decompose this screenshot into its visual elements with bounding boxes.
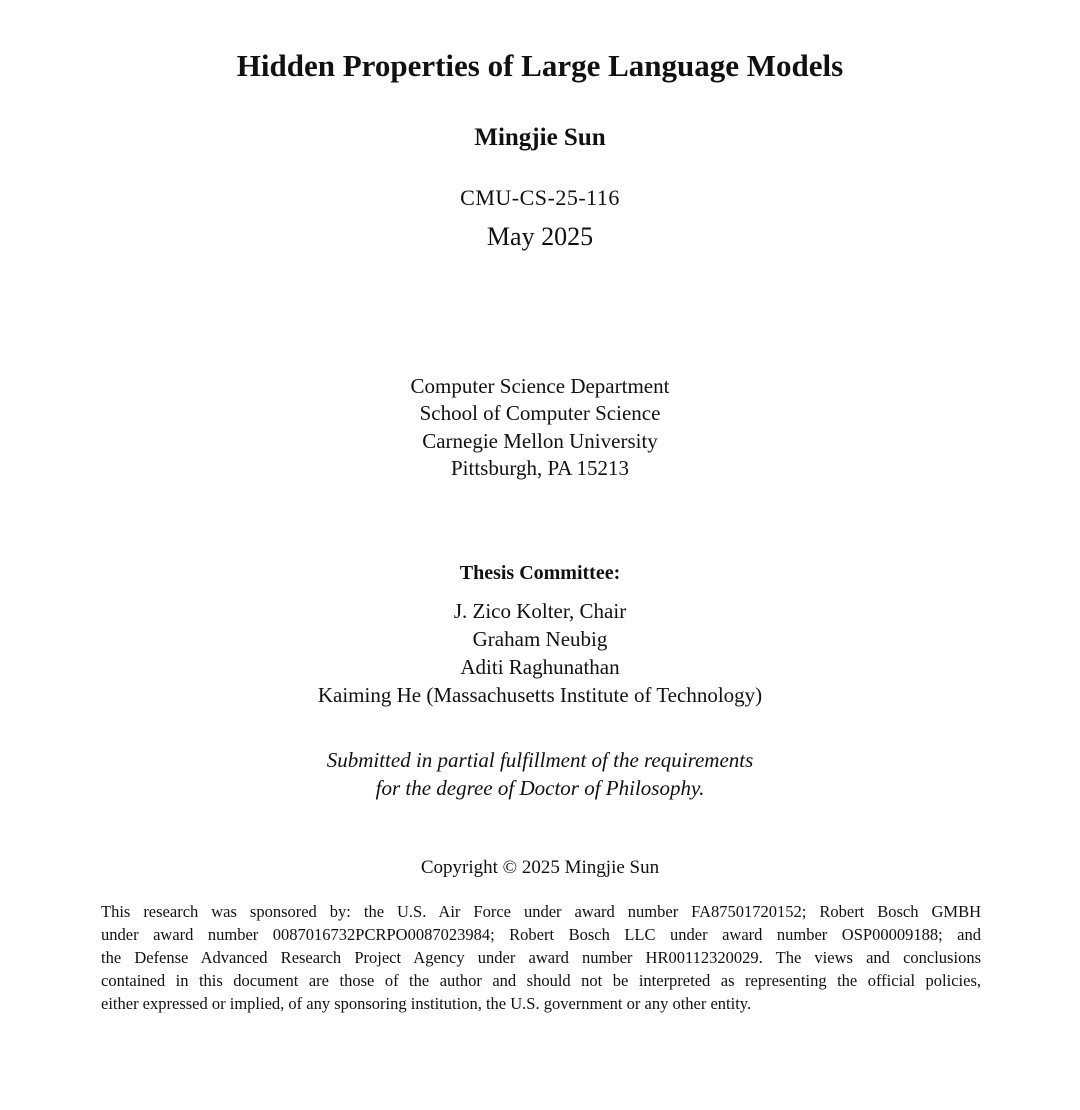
publication-date: May 2025 — [486, 222, 594, 251]
committee-member: Graham Neubig — [472, 627, 608, 651]
address-line: Pittsburgh, PA 15213 — [451, 455, 629, 480]
committee-member: Aditi Raghunathan — [460, 655, 620, 679]
copyright-notice: Copyright © 2025 Mingjie Sun — [420, 857, 660, 878]
committee-member: Kaiming He (Massachusetts Institute of Technology) — [317, 683, 763, 707]
committee-list — [0, 597, 1080, 709]
address-line: Computer Science Department — [410, 374, 670, 398]
thesis-title: Hidden Properties of Large Language Models — [236, 48, 844, 83]
institution-address — [0, 373, 1080, 482]
degree-statement-line: Submitted in partial fulfillment of the requirements — [326, 748, 754, 772]
sponsorship-line: This research was sponsored by: the U.S. Air Force under award number FA87501720152; Robert Bosch GMBH — [101, 902, 981, 921]
committee-heading: Thesis Committee: — [459, 562, 621, 584]
sponsorship-line: the Defense Advanced Research Project Agency under award number HR00112320029. The views and conclusions — [101, 948, 981, 967]
committee-member: J. Zico Kolter, Chair — [453, 599, 627, 623]
report-number: CMU-CS-25-116 — [460, 185, 620, 210]
degree-statement — [0, 746, 1080, 802]
sponsorship-line: under award number 0087016732PCRPO0087023984; Robert Bosch LLC under award number OSP00009188; and — [101, 925, 981, 944]
sponsorship-line: contained in this document are those of the author and should not be interpreted as representing the official policies, — [101, 971, 981, 990]
address-line: School of Computer Science — [419, 401, 661, 426]
author-name: Mingjie Sun — [474, 124, 606, 151]
degree-statement-line: for the degree of Doctor of Philosophy. — [375, 776, 705, 800]
sponsorship-statement — [101, 900, 981, 1015]
address-line: Carnegie Mellon University — [422, 428, 658, 453]
sponsorship-line: either expressed or implied, of any sponsoring institution, the U.S. government or any other entity. — [101, 994, 752, 1013]
